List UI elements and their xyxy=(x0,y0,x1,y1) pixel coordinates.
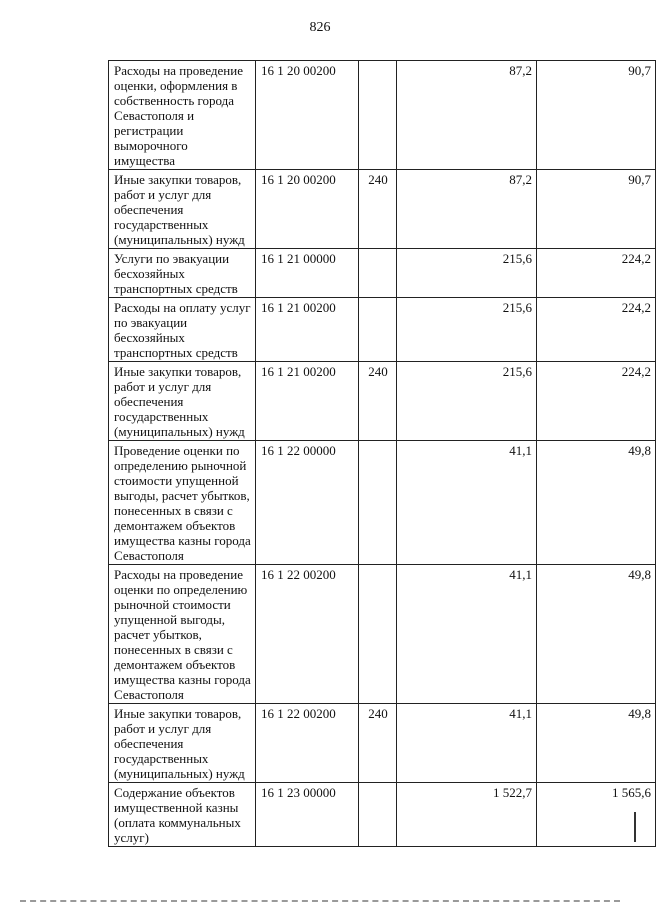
scan-bottom-edge xyxy=(20,900,620,902)
row-amount-year-1: 41,1 xyxy=(397,565,537,704)
row-amount-year-2: 1 565,6 xyxy=(537,783,656,847)
table-row xyxy=(109,170,656,249)
row-amount-year-1: 41,1 xyxy=(397,441,537,565)
page-number: 826 xyxy=(309,20,331,35)
scan-margin-mark xyxy=(634,812,636,842)
row-amount-year-1: 215,6 xyxy=(397,249,537,298)
row-name: Иные закупки товаров, работ и услуг для обеспечения государственных (муниципальных) нужд xyxy=(109,704,256,783)
row-amount-year-1: 87,2 xyxy=(397,61,537,170)
row-amount-year-2: 90,7 xyxy=(537,170,656,249)
row-amount-year-2: 90,7 xyxy=(537,61,656,170)
table-row xyxy=(109,249,656,298)
row-amount-year-1: 41,1 xyxy=(397,704,537,783)
row-target-article-code: 16 1 23 00000 xyxy=(256,783,359,847)
row-expense-type-code xyxy=(359,565,397,704)
row-target-article-code: 16 1 21 00000 xyxy=(256,249,359,298)
row-amount-year-2: 49,8 xyxy=(537,565,656,704)
row-expense-type-code: 240 xyxy=(359,170,397,249)
row-name: Иные закупки товаров, работ и услуг для обеспечения государственных (муниципальных) нужд xyxy=(109,170,256,249)
row-amount-year-2: 49,8 xyxy=(537,704,656,783)
row-amount-year-2: 49,8 xyxy=(537,441,656,565)
budget-table xyxy=(108,60,656,847)
table-row xyxy=(109,362,656,441)
table-row xyxy=(109,704,656,783)
row-expense-type-code: 240 xyxy=(359,704,397,783)
row-expense-type-code xyxy=(359,298,397,362)
row-amount-year-1: 215,6 xyxy=(397,362,537,441)
row-name: Содержание объектов имущественной казны (оплата коммунальных услуг) xyxy=(109,783,256,847)
row-name: Расходы на проведение оценки по определению рыночной стоимости упущенной выгоды, расчет убытков, понесенных в связи с демонтажем объектов имущества казны города Севастополя xyxy=(109,565,256,704)
table-row xyxy=(109,61,656,170)
row-amount-year-1: 1 522,7 xyxy=(397,783,537,847)
row-expense-type-code xyxy=(359,441,397,565)
row-target-article-code: 16 1 20 00200 xyxy=(256,170,359,249)
row-name: Услуги по эвакуации бесхозяйных транспортных средств xyxy=(109,249,256,298)
row-target-article-code: 16 1 21 00200 xyxy=(256,362,359,441)
row-expense-type-code xyxy=(359,783,397,847)
table-row xyxy=(109,565,656,704)
row-name: Иные закупки товаров, работ и услуг для обеспечения государственных (муниципальных) нужд xyxy=(109,362,256,441)
row-expense-type-code: 240 xyxy=(359,362,397,441)
table-row xyxy=(109,441,656,565)
row-target-article-code: 16 1 22 00000 xyxy=(256,441,359,565)
table-row xyxy=(109,783,656,847)
row-expense-type-code xyxy=(359,249,397,298)
row-target-article-code: 16 1 21 00200 xyxy=(256,298,359,362)
row-target-article-code: 16 1 22 00200 xyxy=(256,565,359,704)
row-amount-year-1: 87,2 xyxy=(397,170,537,249)
row-expense-type-code xyxy=(359,61,397,170)
table-row xyxy=(109,298,656,362)
row-amount-year-2: 224,2 xyxy=(537,249,656,298)
row-amount-year-2: 224,2 xyxy=(537,298,656,362)
row-target-article-code: 16 1 20 00200 xyxy=(256,61,359,170)
row-name: Расходы на оплату услуг по эвакуации бесхозяйных транспортных средств xyxy=(109,298,256,362)
row-target-article-code: 16 1 22 00200 xyxy=(256,704,359,783)
row-name: Расходы на проведение оценки, оформления в собственность города Севастополя и регистрации выморочного имущества xyxy=(109,61,256,170)
row-name: Проведение оценки по определению рыночной стоимости упущенной выгоды, расчет убытков, понесенных в связи с демонтажем объектов имущества казны города Севастополя xyxy=(109,441,256,565)
row-amount-year-1: 215,6 xyxy=(397,298,537,362)
row-amount-year-2: 224,2 xyxy=(537,362,656,441)
